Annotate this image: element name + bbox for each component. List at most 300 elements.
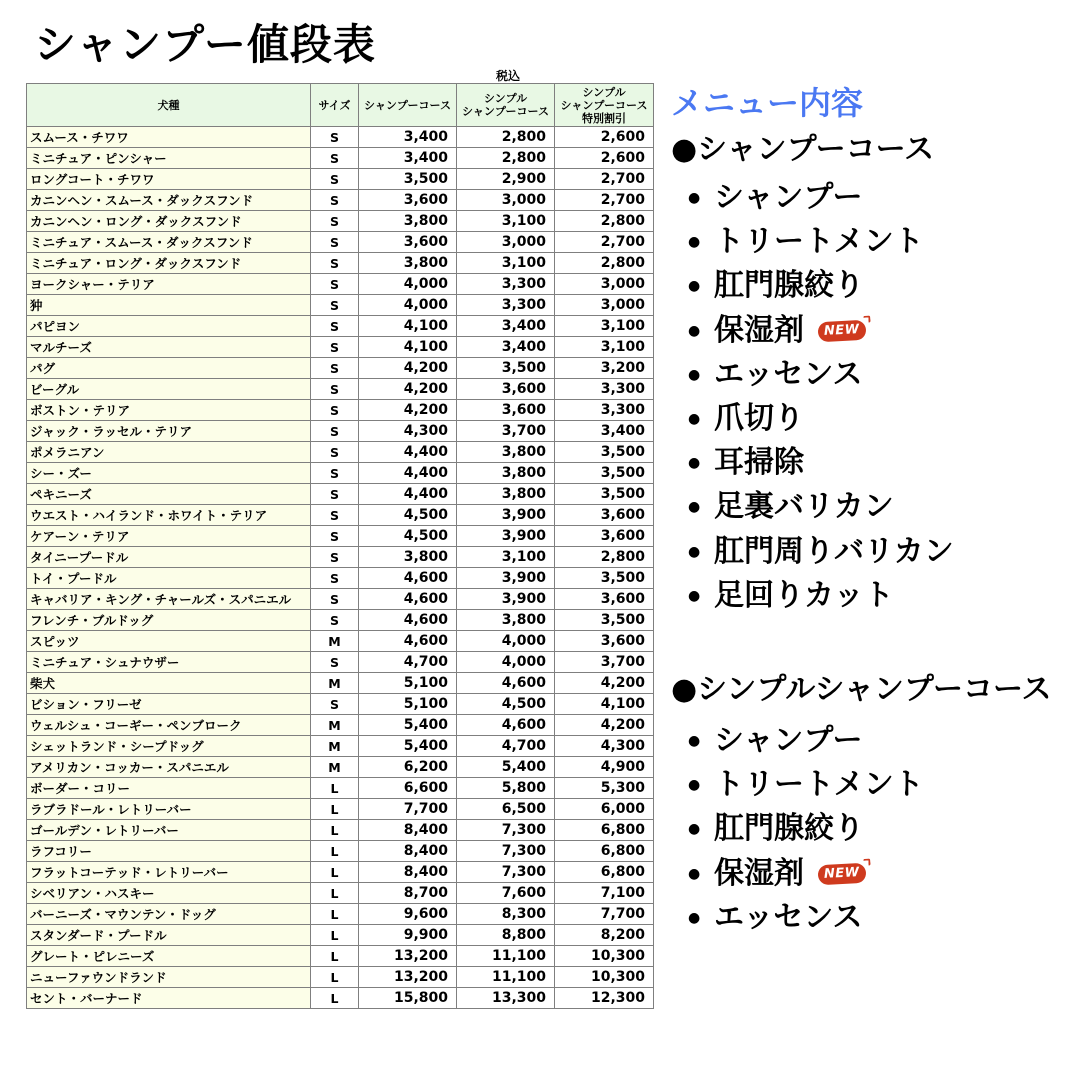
simple-price-cell: 8,300	[457, 904, 555, 925]
shampoo-price-cell: 4,600	[359, 631, 457, 652]
shampoo-price-cell: 3,800	[359, 547, 457, 568]
breed-cell: アメリカン・コッカー・スパニエル	[27, 757, 311, 778]
size-cell: L	[311, 904, 359, 925]
header-special-line1: シンプル	[582, 85, 626, 99]
breed-cell: ポメラニアン	[27, 442, 311, 463]
special-price-cell: 2,600	[555, 127, 654, 148]
simple-price-cell: 3,400	[457, 337, 555, 358]
table-row	[27, 610, 654, 631]
tax-included-label: 税込	[495, 69, 520, 83]
breed-cell: ビーグル	[27, 379, 311, 400]
breed-cell: ウエスト・ハイランド・ホワイト・テリア	[27, 505, 311, 526]
simple-price-cell: 3,500	[457, 358, 555, 379]
simple-price-cell: 3,800	[457, 610, 555, 631]
breed-cell: ボストン・テリア	[27, 400, 311, 421]
breed-cell: ゴールデン・レトリーバー	[27, 820, 311, 841]
size-cell: S	[311, 442, 359, 463]
breed-cell: パピヨン	[27, 316, 311, 337]
special-price-cell: 3,600	[555, 526, 654, 547]
new-badge-icon: NEW	[818, 862, 867, 884]
size-cell: S	[311, 337, 359, 358]
breed-cell: ミニチュア・スムース・ダックスフンド	[27, 232, 311, 253]
breed-cell: シー・ズー	[27, 463, 311, 484]
table-row	[27, 148, 654, 169]
special-price-cell: 3,000	[555, 274, 654, 295]
menu-heading: メニュー内容	[671, 84, 864, 122]
table-row	[27, 337, 654, 358]
special-price-cell: 3,200	[555, 358, 654, 379]
list-item	[688, 807, 924, 851]
breed-cell: スピッツ	[27, 631, 311, 652]
shampoo-price-cell: 3,800	[359, 211, 457, 232]
list-item	[688, 763, 924, 807]
shampoo-price-cell: 4,600	[359, 610, 457, 631]
size-cell: L	[311, 946, 359, 967]
shampoo-price-cell: 4,400	[359, 442, 457, 463]
size-cell: L	[311, 862, 359, 883]
breed-cell: シェットランド・シープドッグ	[27, 736, 311, 757]
simple-price-cell: 2,800	[457, 127, 555, 148]
special-price-cell: 2,700	[555, 190, 654, 211]
shampoo-price-cell: 4,300	[359, 421, 457, 442]
table-row	[27, 463, 654, 484]
menu-item-label: トリートメント	[714, 767, 924, 803]
table-row	[27, 358, 654, 379]
table-row	[27, 778, 654, 799]
breed-cell: ミニチュア・ロング・ダックスフンド	[27, 253, 311, 274]
size-cell: L	[311, 883, 359, 904]
course-title-simple-shampoo: ●シンプルシャンプーコース	[671, 672, 1052, 707]
header-simple-line2: シャンプーコース	[462, 105, 549, 118]
simple-price-cell: 4,700	[457, 736, 555, 757]
size-cell: S	[311, 358, 359, 379]
breed-cell: ラブラドール・レトリーバー	[27, 799, 311, 820]
size-cell: M	[311, 715, 359, 736]
simple-price-cell: 3,100	[457, 547, 555, 568]
table-row	[27, 862, 654, 883]
breed-cell: マルチーズ	[27, 337, 311, 358]
bullet-icon: ●	[688, 499, 701, 516]
special-price-cell: 3,300	[555, 379, 654, 400]
size-cell: L	[311, 820, 359, 841]
shampoo-price-cell: 6,200	[359, 757, 457, 778]
breed-cell: ミニチュア・ピンシャー	[27, 148, 311, 169]
size-cell: L	[311, 925, 359, 946]
simple-price-cell: 4,600	[457, 715, 555, 736]
shampoo-price-cell: 15,800	[359, 988, 457, 1009]
breed-cell: タイニープードル	[27, 547, 311, 568]
size-cell: S	[311, 421, 359, 442]
special-price-cell: 12,300	[555, 988, 654, 1009]
simple-price-cell: 13,300	[457, 988, 555, 1009]
breed-cell: ジャック・ラッセル・テリア	[27, 421, 311, 442]
menu-item-label: 耳掃除	[714, 445, 804, 481]
shampoo-price-cell: 4,600	[359, 589, 457, 610]
header-size: サイズ	[311, 84, 359, 127]
table-row	[27, 274, 654, 295]
header-special-discount	[555, 84, 654, 127]
table-row	[27, 988, 654, 1009]
shampoo-price-cell: 4,200	[359, 358, 457, 379]
bullet-icon: ●	[688, 733, 701, 750]
simple-price-cell: 3,900	[457, 589, 555, 610]
table-row	[27, 631, 654, 652]
menu-item-label: 肛門周りバリカン	[714, 533, 954, 569]
size-cell: M	[311, 736, 359, 757]
simple-price-cell: 11,100	[457, 967, 555, 988]
shampoo-price-cell: 8,400	[359, 841, 457, 862]
breed-cell: ケアーン・テリア	[27, 526, 311, 547]
table-row	[27, 715, 654, 736]
course-title-shampoo: ●シャンプーコース	[671, 132, 935, 167]
breed-cell: パグ	[27, 358, 311, 379]
size-cell: M	[311, 673, 359, 694]
menu-item-label: 保湿剤	[714, 312, 804, 348]
header-special-line2: シャンプーコース	[560, 98, 648, 112]
table-row	[27, 169, 654, 190]
list-item	[688, 441, 954, 485]
simple-price-cell: 3,100	[457, 211, 555, 232]
size-cell: S	[311, 610, 359, 631]
menu-item-label: トリートメント	[714, 224, 924, 260]
table-row	[27, 841, 654, 862]
shampoo-price-cell: 6,600	[359, 778, 457, 799]
simple-price-cell: 5,400	[457, 757, 555, 778]
special-price-cell: 3,300	[555, 400, 654, 421]
breed-cell: カニンヘン・ロング・ダックスフンド	[27, 211, 311, 232]
table-row	[27, 127, 654, 148]
table-row	[27, 211, 654, 232]
shampoo-price-cell: 4,400	[359, 484, 457, 505]
size-cell: S	[311, 505, 359, 526]
shampoo-price-cell: 4,200	[359, 400, 457, 421]
page-title: シャンプー値段表	[34, 20, 376, 69]
simple-price-cell: 8,800	[457, 925, 555, 946]
shampoo-price-cell: 4,400	[359, 463, 457, 484]
breed-cell: ヨークシャー・テリア	[27, 274, 311, 295]
bullet-icon: ●	[688, 411, 701, 428]
size-cell: S	[311, 295, 359, 316]
simple-price-cell: 11,100	[457, 946, 555, 967]
simple-price-cell: 3,800	[457, 484, 555, 505]
simple-price-cell: 2,900	[457, 169, 555, 190]
list-item	[688, 176, 954, 220]
table-row	[27, 694, 654, 715]
shampoo-price-cell: 5,400	[359, 736, 457, 757]
bullet-icon: ●	[688, 366, 701, 383]
shampoo-price-cell: 13,200	[359, 967, 457, 988]
shampoo-price-cell: 4,100	[359, 316, 457, 337]
shampoo-price-cell: 7,700	[359, 799, 457, 820]
size-cell: L	[311, 799, 359, 820]
shampoo-price-cell: 9,600	[359, 904, 457, 925]
shampoo-price-cell: 4,000	[359, 295, 457, 316]
breed-cell: ミニチュア・シュナウザー	[27, 652, 311, 673]
table-row	[27, 652, 654, 673]
menu-item-label: 保湿剤	[714, 855, 804, 891]
table-row	[27, 799, 654, 820]
header-simple-shampoo-course	[457, 84, 555, 127]
size-cell: S	[311, 547, 359, 568]
shampoo-price-cell: 9,900	[359, 925, 457, 946]
bullet-icon: ●	[688, 234, 701, 251]
special-price-cell: 3,400	[555, 421, 654, 442]
size-cell: S	[311, 463, 359, 484]
bullet-icon: ●	[688, 777, 701, 794]
special-price-cell: 2,700	[555, 169, 654, 190]
special-price-cell: 6,800	[555, 841, 654, 862]
table-row	[27, 904, 654, 925]
size-cell: S	[311, 274, 359, 295]
list-item	[688, 309, 954, 353]
bullet-icon: ●	[688, 543, 701, 560]
size-cell: S	[311, 148, 359, 169]
breed-cell: ニューファウンドランド	[27, 967, 311, 988]
special-price-cell: 8,200	[555, 925, 654, 946]
breed-cell: カニンヘン・スムース・ダックスフンド	[27, 190, 311, 211]
table-row	[27, 757, 654, 778]
special-price-cell: 10,300	[555, 967, 654, 988]
breed-cell: セント・バーナード	[27, 988, 311, 1009]
shampoo-price-cell: 4,700	[359, 652, 457, 673]
special-price-cell: 3,500	[555, 463, 654, 484]
shampoo-price-cell: 4,000	[359, 274, 457, 295]
table-row	[27, 526, 654, 547]
simple-price-cell: 3,600	[457, 379, 555, 400]
size-cell: L	[311, 967, 359, 988]
special-price-cell: 3,600	[555, 505, 654, 526]
size-cell: S	[311, 232, 359, 253]
bullet-icon: ●	[688, 587, 701, 604]
table-header-row	[27, 84, 654, 127]
breed-cell: キャバリア・キング・チャールズ・スパニエル	[27, 589, 311, 610]
simple-price-cell: 3,900	[457, 568, 555, 589]
size-cell: L	[311, 778, 359, 799]
size-cell: M	[311, 757, 359, 778]
simple-price-cell: 3,000	[457, 232, 555, 253]
breed-cell: トイ・プードル	[27, 568, 311, 589]
table-row	[27, 967, 654, 988]
table-row	[27, 253, 654, 274]
table-row	[27, 316, 654, 337]
special-price-cell: 2,800	[555, 211, 654, 232]
list-item	[688, 220, 954, 264]
special-price-cell: 4,100	[555, 694, 654, 715]
price-table	[26, 83, 654, 1009]
simple-price-cell: 4,000	[457, 631, 555, 652]
list-item	[688, 574, 954, 618]
special-price-cell: 3,100	[555, 337, 654, 358]
size-cell: S	[311, 211, 359, 232]
special-price-cell: 7,100	[555, 883, 654, 904]
table-row	[27, 190, 654, 211]
special-price-cell: 3,100	[555, 316, 654, 337]
menu-item-label: シャンプー	[714, 723, 863, 759]
special-price-cell: 3,500	[555, 484, 654, 505]
table-row	[27, 442, 654, 463]
size-cell: S	[311, 169, 359, 190]
size-cell: L	[311, 841, 359, 862]
size-cell: S	[311, 568, 359, 589]
header-simple-line1: シンプル	[483, 92, 528, 105]
table-row	[27, 736, 654, 757]
breed-cell: ロングコート・チワワ	[27, 169, 311, 190]
table-row	[27, 232, 654, 253]
course-item-list-simple-shampoo	[688, 719, 924, 940]
simple-price-cell: 3,800	[457, 442, 555, 463]
shampoo-price-cell: 5,100	[359, 673, 457, 694]
simple-price-cell: 4,500	[457, 694, 555, 715]
table-row	[27, 946, 654, 967]
table-body	[27, 127, 654, 1009]
breed-cell: フラットコーテッド・レトリーバー	[27, 862, 311, 883]
shampoo-price-cell: 4,500	[359, 526, 457, 547]
menu-item-label: エッセンス	[714, 356, 863, 392]
shampoo-price-cell: 3,400	[359, 148, 457, 169]
special-price-cell: 2,800	[555, 547, 654, 568]
list-item	[688, 264, 954, 308]
menu-item-label: 肛門腺絞り	[714, 811, 864, 847]
shampoo-price-cell: 8,400	[359, 862, 457, 883]
table-row	[27, 589, 654, 610]
menu-item-label: 足回りカット	[714, 577, 894, 613]
table-row	[27, 421, 654, 442]
shampoo-price-cell: 5,400	[359, 715, 457, 736]
breed-cell: スムース・チワワ	[27, 127, 311, 148]
simple-price-cell: 3,800	[457, 463, 555, 484]
special-price-cell: 3,500	[555, 610, 654, 631]
simple-price-cell: 3,000	[457, 190, 555, 211]
special-price-cell: 4,200	[555, 715, 654, 736]
simple-price-cell: 2,800	[457, 148, 555, 169]
shampoo-price-cell: 3,400	[359, 127, 457, 148]
simple-price-cell: 7,600	[457, 883, 555, 904]
table-row	[27, 547, 654, 568]
shampoo-price-cell: 4,200	[359, 379, 457, 400]
shampoo-price-cell: 3,600	[359, 232, 457, 253]
list-item	[688, 896, 924, 940]
simple-price-cell: 3,300	[457, 274, 555, 295]
header-shampoo-course: シャンプーコース	[359, 84, 457, 127]
breed-cell: 柴犬	[27, 673, 311, 694]
course-item-list-shampoo	[688, 176, 954, 618]
bullet-icon: ●	[688, 821, 701, 838]
list-item	[688, 530, 954, 574]
simple-price-cell: 3,400	[457, 316, 555, 337]
special-price-cell: 4,200	[555, 673, 654, 694]
special-price-cell: 4,900	[555, 757, 654, 778]
size-cell: M	[311, 631, 359, 652]
menu-item-label: シャンプー	[714, 180, 863, 216]
size-cell: S	[311, 484, 359, 505]
table-row	[27, 295, 654, 316]
menu-item-label: 爪切り	[714, 401, 804, 437]
shampoo-price-cell: 8,700	[359, 883, 457, 904]
special-price-cell: 3,600	[555, 589, 654, 610]
special-price-cell: 6,800	[555, 820, 654, 841]
breed-cell: ボーダー・コリー	[27, 778, 311, 799]
menu-item-label: 肛門腺絞り	[714, 268, 864, 304]
simple-price-cell: 6,500	[457, 799, 555, 820]
table-row	[27, 925, 654, 946]
bullet-icon: ●	[688, 278, 701, 295]
list-item	[688, 719, 924, 763]
special-price-cell: 6,800	[555, 862, 654, 883]
size-cell: S	[311, 190, 359, 211]
breed-cell: ウェルシュ・コーギー・ペンブローク	[27, 715, 311, 736]
menu-item-label: エッセンス	[714, 899, 863, 935]
breed-cell: スタンダード・プードル	[27, 925, 311, 946]
size-cell: S	[311, 652, 359, 673]
simple-price-cell: 3,100	[457, 253, 555, 274]
simple-price-cell: 4,000	[457, 652, 555, 673]
breed-cell: バーニーズ・マウンテン・ドッグ	[27, 904, 311, 925]
shampoo-price-cell: 3,600	[359, 190, 457, 211]
bullet-icon: ●	[688, 322, 701, 339]
breed-cell: ラフコリー	[27, 841, 311, 862]
table-row	[27, 379, 654, 400]
simple-price-cell: 5,800	[457, 778, 555, 799]
size-cell: S	[311, 379, 359, 400]
size-cell: S	[311, 526, 359, 547]
simple-price-cell: 7,300	[457, 820, 555, 841]
simple-price-cell: 7,300	[457, 862, 555, 883]
size-cell: S	[311, 253, 359, 274]
special-price-cell: 3,700	[555, 652, 654, 673]
breed-cell: グレート・ピレニーズ	[27, 946, 311, 967]
table-row	[27, 820, 654, 841]
breed-cell: シベリアン・ハスキー	[27, 883, 311, 904]
simple-price-cell: 3,900	[457, 505, 555, 526]
bullet-icon: ●	[688, 909, 701, 926]
size-cell: L	[311, 988, 359, 1009]
new-badge-icon: NEW	[818, 319, 867, 341]
breed-cell: 狆	[27, 295, 311, 316]
shampoo-price-cell: 4,600	[359, 568, 457, 589]
special-price-cell: 2,700	[555, 232, 654, 253]
size-cell: S	[311, 127, 359, 148]
breed-cell: ペキニーズ	[27, 484, 311, 505]
special-price-cell: 6,000	[555, 799, 654, 820]
header-breed: 犬種	[27, 84, 311, 127]
size-cell: S	[311, 694, 359, 715]
special-price-cell: 10,300	[555, 946, 654, 967]
size-cell: S	[311, 400, 359, 421]
list-item	[688, 397, 954, 441]
special-price-cell: 2,600	[555, 148, 654, 169]
bullet-icon: ●	[688, 455, 701, 472]
table-row	[27, 883, 654, 904]
special-price-cell: 3,600	[555, 631, 654, 652]
simple-price-cell: 3,300	[457, 295, 555, 316]
table-row	[27, 505, 654, 526]
table-row	[27, 568, 654, 589]
breed-cell: ビション・フリーゼ	[27, 694, 311, 715]
bullet-icon: ●	[688, 190, 701, 207]
menu-item-label: 足裏バリカン	[714, 489, 894, 525]
simple-price-cell: 3,600	[457, 400, 555, 421]
shampoo-price-cell: 4,100	[359, 337, 457, 358]
special-price-cell: 5,300	[555, 778, 654, 799]
shampoo-price-cell: 3,500	[359, 169, 457, 190]
simple-price-cell: 4,600	[457, 673, 555, 694]
shampoo-price-cell: 5,100	[359, 694, 457, 715]
list-item	[688, 852, 924, 896]
shampoo-price-cell: 3,800	[359, 253, 457, 274]
table-row	[27, 484, 654, 505]
size-cell: S	[311, 316, 359, 337]
shampoo-price-cell: 4,500	[359, 505, 457, 526]
